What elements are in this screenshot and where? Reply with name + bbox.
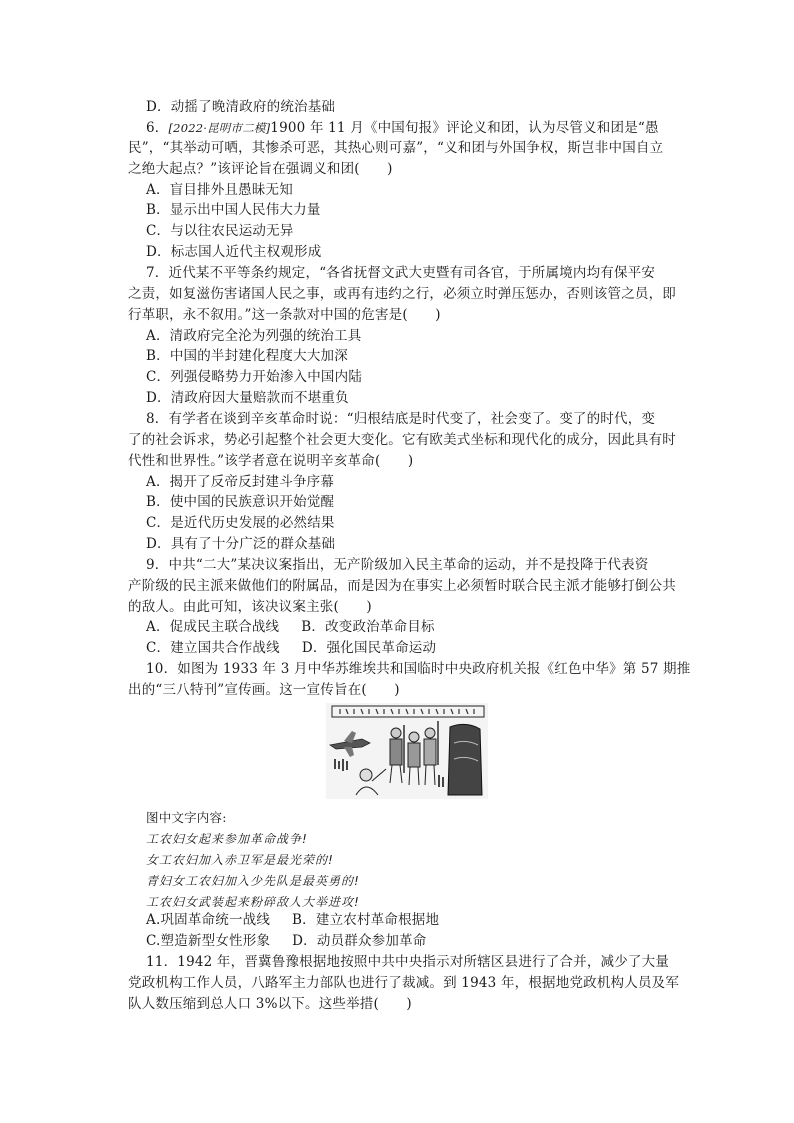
q7-stem-line-3: 行革职，永不叙用。”这一条款对中国的危害是( ): [128, 307, 441, 323]
q11-stem-line-2: 党政机构工作人员，八路军主力部队也进行了裁减。到 1943 年，根据地党政机构人员及军: [128, 975, 680, 991]
q6-stem-line-2: 民”，“其举动可哂，其惨杀可恶，其热心则可嘉”，“义和团与外国争权，斯岂非中国自立: [128, 140, 664, 156]
q9-option-c: C．建立国共合作战线: [146, 640, 280, 656]
q10-caption-line-3: 青妇女工农妇加入少先队是最英勇的!: [146, 874, 360, 888]
q7-stem-line-1: 7．近代某不平等条约规定，“各省抚督文武大吏暨有司各官，于所属境内均有保平安: [146, 265, 656, 281]
q9-option-a: A．促成民主联合战线: [146, 619, 280, 635]
q10-option-c: C.塑造新型女性形象: [146, 933, 271, 949]
q8-option-a: A．揭开了反帝反封建斗争序幕: [146, 474, 335, 490]
q5-option-d: D．动摇了晚清政府的统治基础: [146, 99, 336, 115]
q7-option-c: C．列强侵略势力开始渗入中国内陆: [146, 369, 363, 385]
q6-option-a: A．盲目排外且愚昧无知: [146, 182, 293, 198]
q10-caption-line-2: 女工农妇加入赤卫军是最光荣的!: [146, 853, 334, 867]
q6-source: [2022·昆明市二模]: [168, 121, 271, 135]
q10-stem-line-2: 出的“三八特刊”宣传画。这一宣传旨在( ): [128, 682, 400, 698]
q6-stem-text: 1900 年 11 月《中国旬报》评论义和团，认为尽管义和团是“愚: [270, 120, 659, 136]
q8-stem-line-1: 8．有学者在谈到辛亥革命时说：“归根结底是时代变了，社会变了。变了的时代，变: [146, 411, 656, 427]
q10-stem-line-1: 10．如图为 1933 年 3 月中华苏维埃共和国临时中央政府机关报《红色中华》第 57 期推: [146, 661, 691, 677]
q9-stem-line-1: 9．中共“二大”某决议案指出，无产阶级加入民主革命的运动，并不是投降于代表资: [146, 557, 649, 573]
q10-options-row-1: [146, 910, 439, 930]
propaganda-poster-image: [326, 703, 488, 799]
q8-stem-line-2: 了的社会诉求，势必引起整个社会更大变化。它有欧美式坐标和现代化的成分，因此具有时: [128, 432, 676, 448]
q10-option-b: B．建立农村革命根据地: [292, 912, 440, 928]
q10-caption-line-1: 工农妇女起来参加革命战争!: [146, 832, 308, 846]
q6-option-c: C．与以往农民运动无异: [146, 223, 294, 239]
q9-options-row-1: [146, 617, 435, 637]
q11-stem-line-3: 队人数压缩到总人口 3%以下。这些举措( ): [128, 996, 412, 1012]
q6-stem-line-1: [146, 118, 659, 138]
q10-option-a: A.巩固革命统一战线: [146, 912, 271, 928]
q9-options-row-2: [146, 638, 436, 658]
q9-stem-line-2: 产阶级的民主派来做他们的附属品，而是因为在事实上必须暂时联合民主派才能够打倒公共: [128, 578, 676, 594]
q10-caption-line-4: 工农妇女武装起来粉碎敌人大举进攻!: [146, 895, 360, 909]
q10-caption-title: 图中文字内容:: [146, 810, 227, 825]
q9-stem-line-3: 的敌人。由此可知，该决议案主张( ): [128, 599, 372, 615]
q7-option-d: D．清政府因大量赔款而不堪重负: [146, 390, 349, 406]
q6-number: 6．: [146, 120, 169, 136]
q10-option-d: D．动员群众参加革命: [292, 933, 427, 949]
q8-option-d: D．具有了十分广泛的群众基础: [146, 536, 336, 552]
q7-option-b: B．中国的半封建化程度大大加深: [146, 348, 348, 364]
q11-stem-line-1: 11．1942 年，晋冀鲁豫根据地按照中共中央指示对所辖区县进行了合并，减少了大量: [146, 954, 670, 970]
q9-option-b: B．改变政治革命目标: [301, 619, 435, 635]
q6-option-d: D．标志国人近代主权观形成: [146, 244, 322, 260]
q10-options-row-2: [146, 931, 426, 951]
q7-stem-line-2: 之责，如复滋伤害诸国人民之事，或再有违约之行，必须立时弹压惩办，否则该管之员，即: [128, 286, 676, 302]
q8-stem-line-3: 代性和世界性。”该学者意在说明辛亥革命( ): [128, 453, 414, 469]
q7-option-a: A．清政府完全沦为列强的统治工具: [146, 328, 362, 344]
q8-option-c: C．是近代历史发展的必然结果: [146, 515, 335, 531]
q6-option-b: B．显示出中国人民伟大力量: [146, 202, 321, 218]
q6-stem-line-3: 之绝大起点？”该评论旨在强调义和团( ): [128, 161, 393, 177]
q8-option-b: B．使中国的民族意识开始觉醒: [146, 494, 335, 510]
q9-option-d: D．强化国民革命运动: [301, 640, 437, 656]
